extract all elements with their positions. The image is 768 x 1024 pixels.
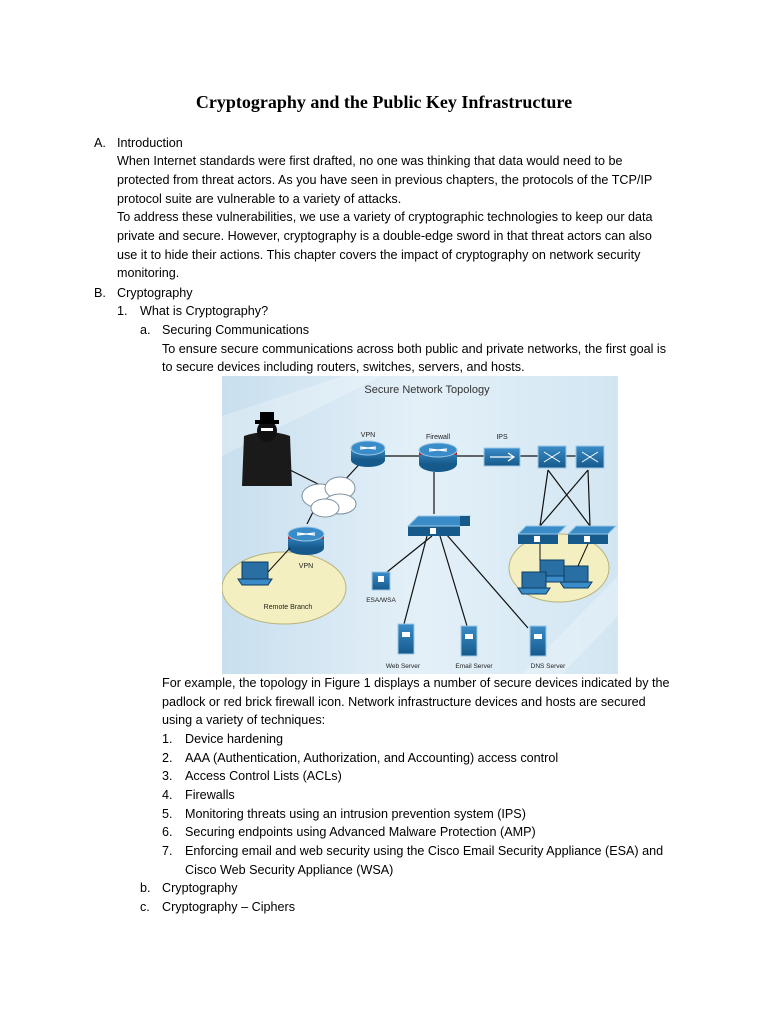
list-number: 6. bbox=[162, 825, 173, 839]
text-line: protected from threat actors. As you have seen in previous chapters, the protocols of the TCP/IP bbox=[117, 173, 653, 187]
section-a-heading: Introduction bbox=[117, 136, 183, 150]
list-item: Monitoring threats using an intrusion prevention system (IPS) bbox=[185, 807, 526, 821]
list-number: 2. bbox=[162, 751, 173, 765]
laptop-icon bbox=[560, 566, 592, 588]
list-item: Firewalls bbox=[185, 788, 235, 802]
laptop-icon bbox=[238, 562, 272, 585]
list-number: 3. bbox=[162, 769, 173, 783]
esa-wsa-appliance-icon bbox=[372, 572, 390, 590]
remote-branch-zone bbox=[222, 552, 346, 624]
list-number: 4. bbox=[162, 788, 173, 802]
ips-label: IPS bbox=[496, 434, 508, 441]
vpn-router-icon bbox=[351, 441, 385, 467]
sub-b-heading: Cryptography bbox=[162, 881, 238, 895]
text-line: monitoring. bbox=[117, 266, 180, 280]
secure-network-topology-figure bbox=[222, 376, 618, 674]
text-line: use it to hide their actions. This chapter covers the impact of cryptography on network security bbox=[117, 248, 641, 262]
web-server-label: Web Server bbox=[385, 663, 421, 670]
vpn-top-label: VPN bbox=[360, 432, 376, 439]
firewall-router-icon bbox=[419, 443, 457, 472]
list-item: Device hardening bbox=[185, 732, 284, 746]
text-line: To ensure secure communications across both public and private networks, the first goal is bbox=[162, 342, 666, 356]
sub-c-marker: c. bbox=[140, 900, 150, 914]
text-line: To address these vulnerabilities, we use a variety of cryptographic technologies to keep our data bbox=[117, 210, 653, 224]
laptop-icon bbox=[518, 572, 550, 594]
list-number: 1. bbox=[162, 732, 173, 746]
list-item: Enforcing email and web security using the Cisco Email Security Appliance (ESA) and bbox=[185, 844, 664, 858]
core-switch-icon bbox=[576, 446, 604, 468]
text-line: to secure devices including routers, switches, servers, and hosts. bbox=[162, 360, 525, 374]
dns-server-label: DNS Server bbox=[530, 663, 566, 670]
text-line: For example, the topology in Figure 1 displays a number of secure devices indicated by the bbox=[162, 676, 670, 690]
sub-a-marker: a. bbox=[140, 323, 151, 337]
dns-server-icon bbox=[530, 626, 546, 656]
text-line: using a variety of techniques: bbox=[162, 713, 326, 727]
sub-c-heading: Cryptography – Ciphers bbox=[162, 900, 295, 914]
section-b-marker: B. bbox=[94, 286, 106, 300]
text-line: private and secure. However, cryptography is a double-edge sword in that threat actors can also bbox=[117, 229, 652, 243]
text-line: padlock or red brick firewall icon. Network infrastructure devices and hosts are secured bbox=[162, 695, 646, 709]
topology-diagram bbox=[222, 376, 618, 674]
text-line: When Internet standards were first drafted, no one was thinking that data would need to be bbox=[117, 154, 623, 168]
remote-branch-label: Remote Branch bbox=[263, 604, 313, 611]
ips-icon bbox=[484, 448, 520, 466]
text-line: protocol suite are vulnerable to a variety of attacks. bbox=[117, 192, 402, 206]
web-server-icon bbox=[398, 624, 414, 654]
list-item-continuation: Cisco Web Security Appliance (WSA) bbox=[185, 863, 394, 877]
firewall-label: Firewall bbox=[425, 434, 451, 441]
figure-title: Secure Network Topology bbox=[364, 384, 490, 396]
section-b-heading: Cryptography bbox=[117, 286, 193, 300]
branch-vpn-router-icon bbox=[288, 527, 324, 555]
sub-b-marker: b. bbox=[140, 881, 151, 895]
sub-a-heading: Securing Communications bbox=[162, 323, 309, 337]
email-server-label: Email Server bbox=[455, 663, 493, 670]
item-1-marker: 1. bbox=[117, 304, 128, 318]
list-number: 7. bbox=[162, 844, 173, 858]
core-switch-icon bbox=[538, 446, 566, 468]
page-title: Cryptography and the Public Key Infrastructure bbox=[195, 92, 573, 112]
item-1-text: What is Cryptography? bbox=[140, 304, 269, 318]
list-number: 5. bbox=[162, 807, 173, 821]
vpn-branch-label: VPN bbox=[298, 563, 314, 570]
section-a-marker: A. bbox=[94, 136, 106, 150]
list-item: AAA (Authentication, Authorization, and Accounting) access control bbox=[185, 751, 559, 765]
list-item: Securing endpoints using Advanced Malware Protection (AMP) bbox=[185, 825, 536, 839]
email-server-icon bbox=[461, 626, 477, 656]
list-item: Access Control Lists (ACLs) bbox=[185, 769, 342, 783]
esa-wsa-label: ESA/WSA bbox=[366, 597, 396, 604]
